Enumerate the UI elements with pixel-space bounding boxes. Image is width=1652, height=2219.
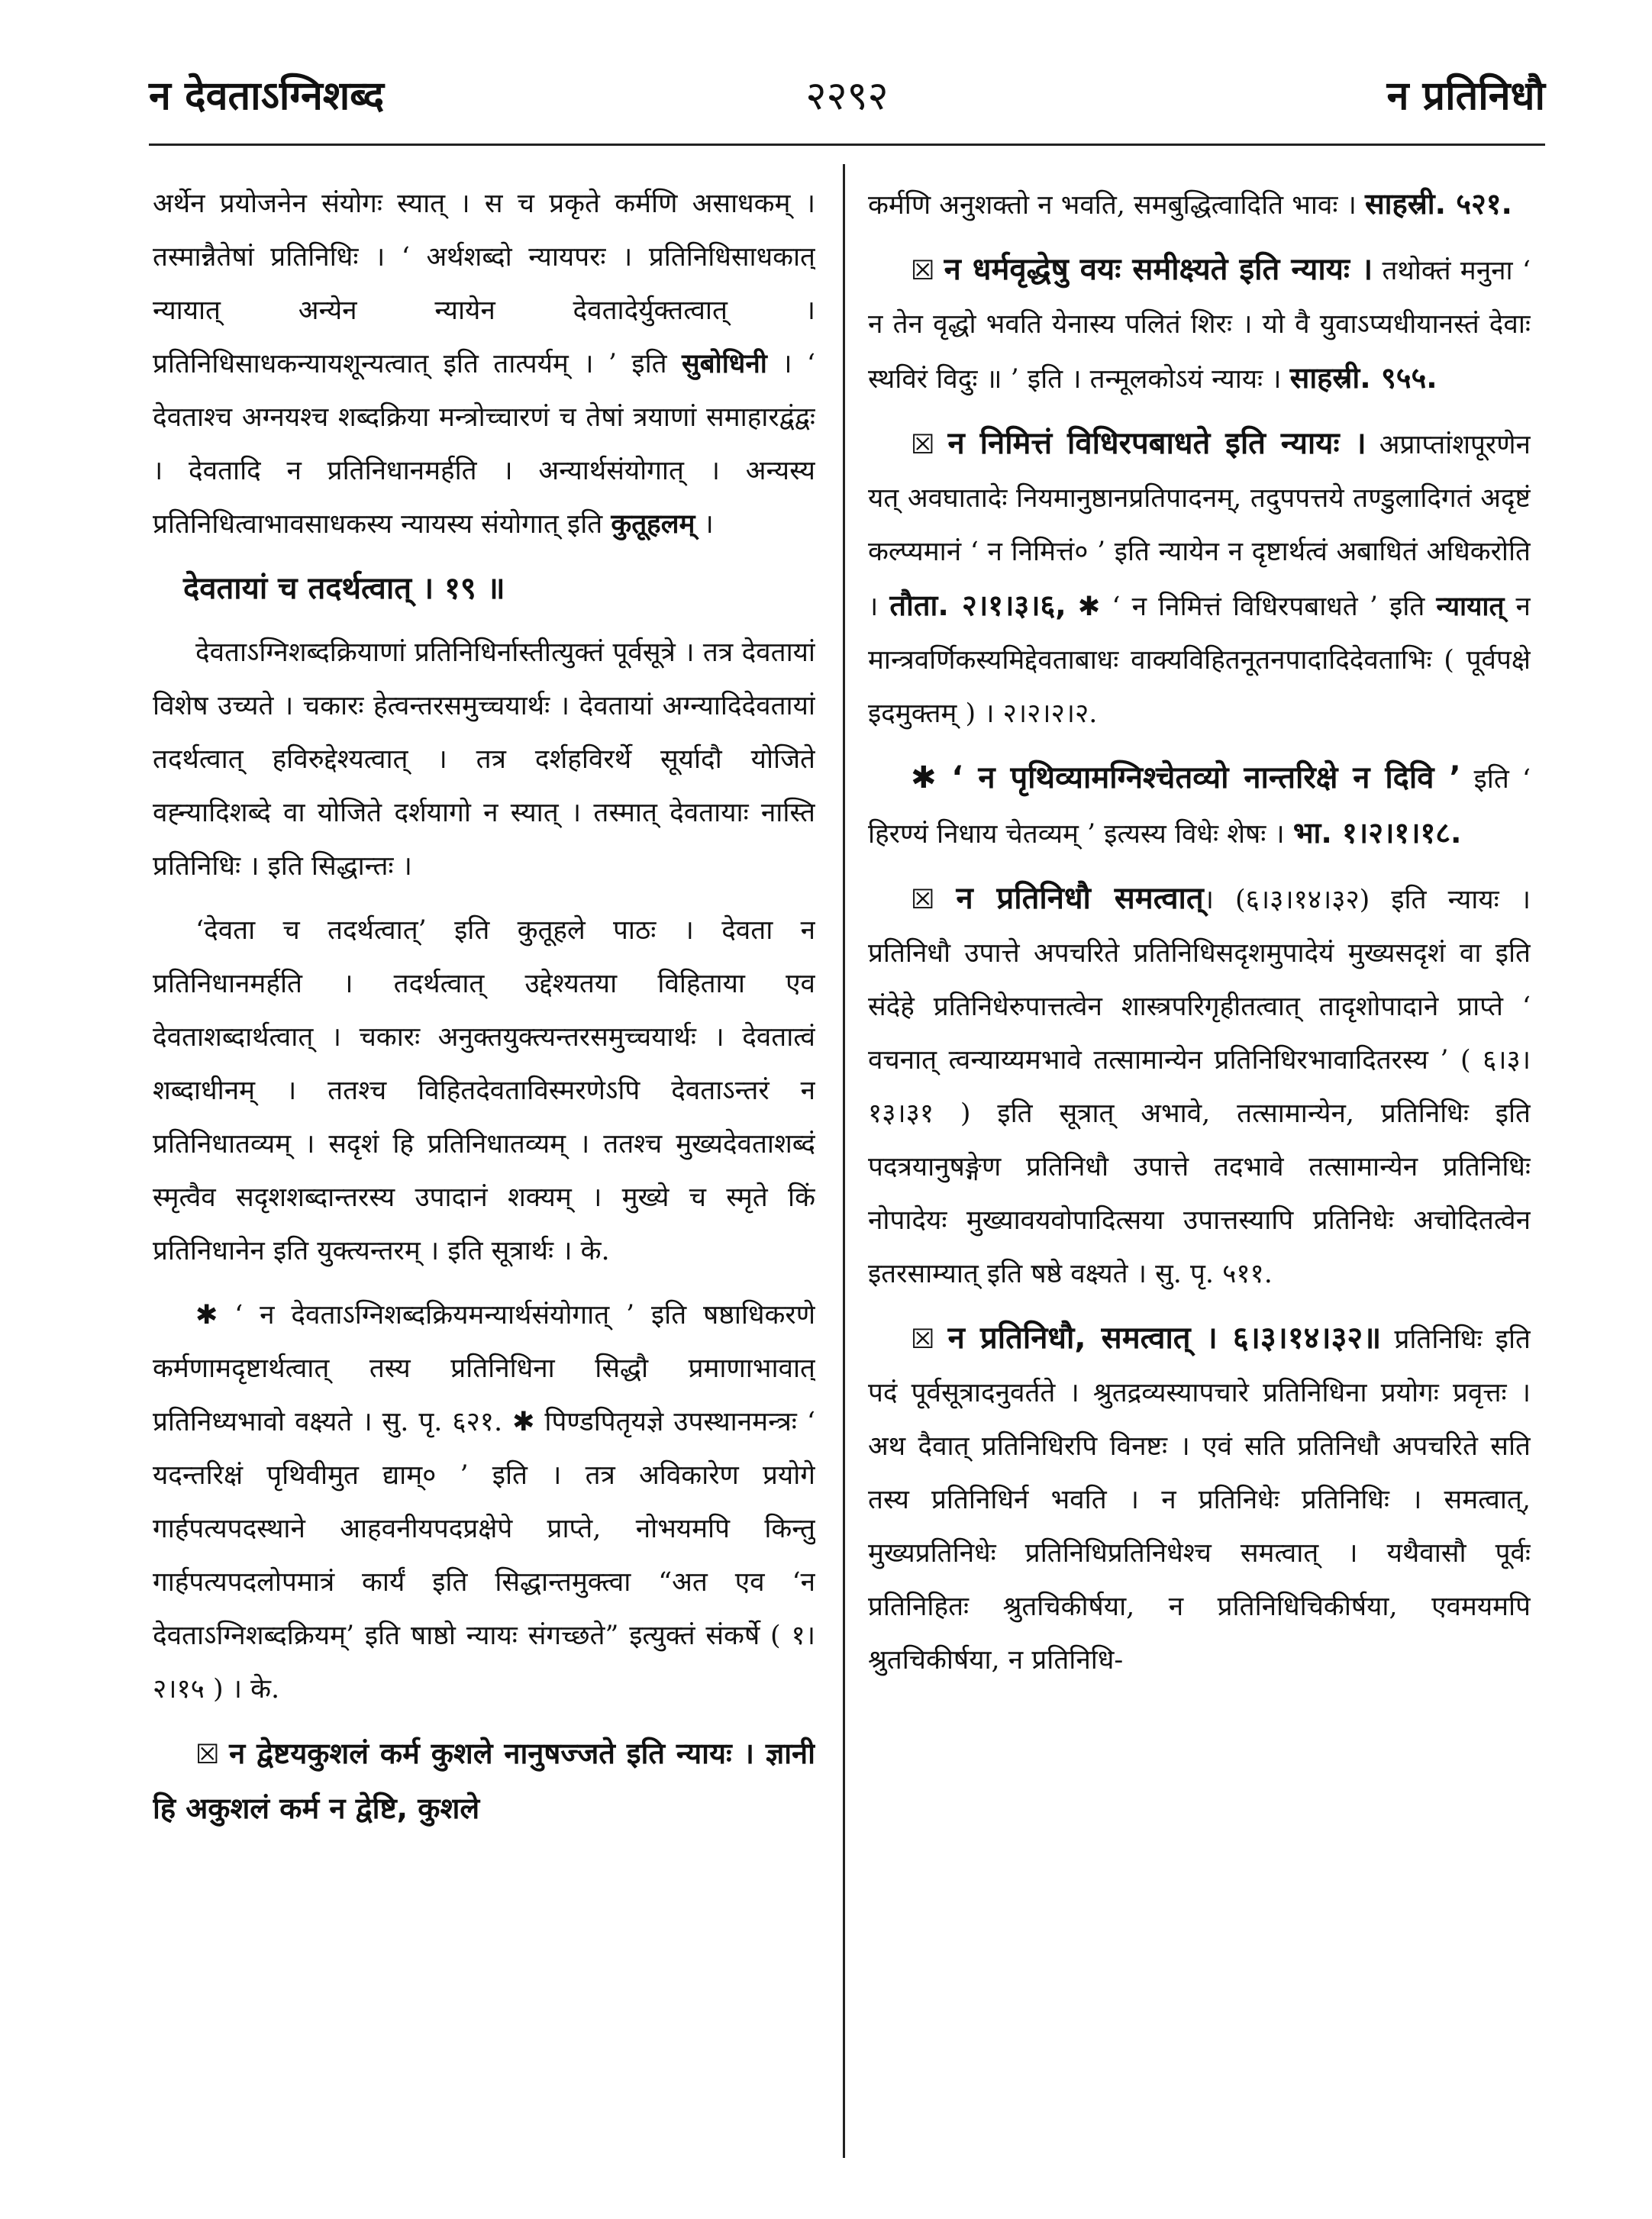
section-marker-icon: ☒ — [195, 1740, 220, 1770]
page-number: २२९२ — [805, 73, 889, 119]
paragraph: ‘देवता च तदर्थत्वात्’ इति कुतूहले पाठः । देवता न प्रतिनिधानमर्हति । तदर्थत्वात् उद्देश्यतया विहिताया एव देवताशब्दार्थत्वात् । चकारः अनुक्तयुक्त्यन्तरसमुच्चयार्थः । देवतात्वं शब्दाधीनम् । ततश्च विहितदेवताविस्मरणेऽपि देवताऽन्तरं न प्रतिनिधातव्यम् । सदृशं हि प्रतिनिधातव्यम् । ततश्च मुख्यदेवताशब्दं स्मृत्वैव सदृशशब्दान्तरस्य उपादानं शक्यम् । मुख्ये च स्मृते किं प्रतिनिधानेन इति युक्त्यन्तरम् । इति सूत्रार्थः । के. — [153, 915, 815, 1266]
paragraph: कर्मणि अनुशक्तो न भवति, समबुद्धित्वादिति भावः । साहस्री. ५२१. — [868, 187, 1512, 221]
source-citation: भा. १।२।१।१८. — [1292, 816, 1462, 850]
right-column — [868, 177, 1531, 2162]
header-left-catchword: न देवताऽग्निशब्द — [149, 73, 385, 119]
paragraph: ☒ न द्वेष्टयकुशलं कर्म कुशले नानुषज्जते इति न्यायः । ज्ञानी हि अकुशलं कर्म न द्वेष्टि, कुशले — [153, 1737, 815, 1825]
maxim-entry: ☒ न निमित्तं विधिरपबाधते इति न्यायः । अप्राप्तांशपूरणेन यत् अवघातादेः नियमानुष्ठानप्रतिपादनम्, तदुपपत्तये तण्डुलादिगतं अदृष्टं कल्प्यमानं ‘ न निमित्तं० ’ इति न्यायेन न दृष्टार्थत्वं अबाधितं अधिकरोति । तौता. २।१।३।६, ✱ ‘ न निमित्तं विधिरपबाधते ’ इति न्यायात् न मान्त्रवर्णिकस्यमिद्देवताबाधः वाक्यविहितनूतनपादादिदेवताभिः ( पूर्वपक्षे इदमुक्तम् ) । २।२।२।२. — [868, 426, 1531, 729]
maxim-entry: ☒ न प्रतिनिधौ समत्वात्। (६।३।१४।३२) इति न्यायः । प्रतिनिधौ उपात्ते अपचरिते प्रतिनिधिसदृशमुपादेयं मुख्यसदृशं वा इति संदेहे प्रतिनिधेरुपात्तत्वेन शास्त्रपरिगृहीतत्वात् तादृशोपादाने प्राप्ते ‘ वचनात् त्वन्याय्यमभावे तत्सामान्येन प्रतिनिधिरभावादितरस्य ’ ( ६।३।१३।३१ ) इति सूत्रात् अभावे, तत्सामान्येन, प्रतिनिधिः इति पदत्रयानुषङ्गेण प्रतिनिधौ उपात्ते तदभावे तत्सामान्येन प्रतिनिधिः नोपादेयः मुख्यावयवोपादित्सया उपात्तस्यापि प्रतिनिधेः अचोदितत्वेन इतरसाम्यात् इति षष्ठे वक्ष्यते । सु. पृ. ५११. — [868, 881, 1531, 1289]
maxim-entry: ☒ न प्रतिनिधौ, समत्वात् । ६।३।१४।३२॥ प्रतिनिधिः इति पदं पूर्वसूत्रादनुवर्तते । श्रुतद्रव्यस्यापचारे प्रतिनिधिना प्रयोगः प्रवृत्तः । अथ दैवात् प्रतिनिधिरपि विनष्टः । एवं सति प्रतिनिधौ अपचरिते सति तस्य प्रतिनिधिर्न भवति । न प्रतिनिधेः प्रतिनिधिः । समत्वात्, मुख्यप्रतिनिधेः प्रतिनिधिप्रतिनिधेश्च समत्वात् । यथैवासौ पूर्वः प्रतिनिहितः श्रुतचिकीर्षया, न प्रतिनिधिचिकीर्षया, एवमयमपि श्रुतचिकीर्षया, न प्रतिनिधि- — [868, 1321, 1531, 1676]
source-citation: साहस्री. ९५५. — [1289, 361, 1437, 395]
section-marker-icon: ☒ — [911, 256, 935, 286]
sutra-reference: । (६।३।१४।३२) इति — [1203, 885, 1427, 915]
sutra-heading: देवतायां च तदर्थत्वात् । १९ ॥ — [183, 571, 505, 606]
maxim-heading: ✱ ‘ न पृथिव्यामग्निश्चेतव्यो नान्तरिक्षे न दिवि ’ — [911, 760, 1461, 795]
section-marker-icon: ☒ — [911, 885, 935, 915]
maxim-entry: ☒ न धर्मवृद्धेषु वयः समीक्ष्यते इति न्यायः । तथोक्तं मनुना ‘ न तेन वृद्धो भवति येनास्य पलितं शिरः । यो वै युवाऽप्यधीयानस्तं देवाः स्थविरं विदुः ॥ ’ इति । तन्मूलकोऽयं न्यायः । साहस्री. ९५५. — [868, 252, 1531, 395]
source-citation: कुतूहलम् — [611, 509, 695, 540]
header-rule — [149, 144, 1545, 146]
maxim-heading: न निमित्तं विधिरपबाधते इति न्यायः । — [947, 426, 1366, 461]
paragraph: अर्थेन प्रयोजनेन संयोगः स्यात् । स च प्रकृते कर्मणि असाधकम् । तस्मान्नैतेषां प्रतिनिधिः । ‘ अर्थशब्दो न्यायपरः । प्रतिनिधिसाधकात् न्यायात् अन्येन न्यायेन देवतादेर्युक्तत्वात् । प्रतिनिधिसाधकन्यायशून्यत्वात् इति तात्पर्यम् । ’ इति सुबोधिनी । ‘ देवताश्च अग्नयश्च शब्दक्रिया मन्त्रोच्चारणं च तेषां त्रयाणां समाहारद्वंद्वः । देवतादि न प्रतिनिधानमर्हति । अन्यार्थसंयोगात् । अन्यस्य प्रतिनिधित्वाभावसाधकस्य न्यायस्य संयोगात् इति कुतूहलम् । — [153, 189, 815, 540]
source-citation: साहस्री. ५२१. — [1364, 187, 1512, 221]
column-divider — [843, 164, 845, 2158]
paragraph: देवताऽग्निशब्दक्रियाणां प्रतिनिधिर्नास्तीत्युक्तं पूर्वसूत्रे । तत्र देवतायां विशेष उच्यते । चकारः हेत्वन्तरसमुच्चयार्थः । देवतायां अग्न्यादिदेवतायां तदर्थत्वात् हविरुद्देश्यत्वात् । तत्र दर्शहविरर्थे सूर्यादौ योजिते वह्न्यादिशब्दे वा योजिते दर्शयागो न स्यात् । तस्मात् देवतायाः नास्ति प्रतिनिधिः । इति सिद्धान्तः । — [153, 637, 815, 882]
section-marker-icon: ☒ — [911, 430, 935, 460]
maxim-entry: ✱ ‘ न पृथिव्यामग्निश्चेतव्यो नान्तरिक्षे न दिवि ’ इति ‘ हिरण्यं निधाय चेतव्यम् ’ इत्यस्य विधेः शेषः । भा. १।२।१।१८. — [868, 760, 1531, 850]
maxim-heading: न प्रतिनिधौ, समत्वात् । ६।३।१४।३२॥ — [947, 1321, 1382, 1356]
maxim-heading: न धर्मवृद्धेषु वयः समीक्ष्यते इति न्यायः । — [944, 252, 1373, 287]
source-citation: तौता. २।१।३।६, — [889, 589, 1066, 622]
section-marker-icon: ☒ — [911, 1324, 935, 1355]
source-citation: सुबोधिनी — [682, 349, 767, 379]
paragraph: ✱ ‘ न देवताऽग्निशब्दक्रियमन्यार्थसंयोगात् ’ इति षष्ठाधिकरणे कर्मणामदृष्टार्थत्वात् तस्य प्रतिनिधिना सिद्धौ प्रमाणाभावात् प्रतिनिध्यभावो वक्ष्यते । सु. पृ. ६२१. ✱ पिण्डपितृयज्ञे उपस्थानमन्त्रः ‘ यदन्तरिक्षं पृथिवीमुत द्याम्० ’ इति । तत्र अविकारेण प्रयोगे गार्हपत्यपदस्थाने आहवनीयपदप्रक्षेपे प्राप्ते, नोभयमपि किन्तु गार्हपत्यपदलोपमात्रं कार्यं इति सिद्धान्तमुक्त्वा “अत एव ‘न देवताऽग्निशब्दक्रियम्’ इति षाष्ठो न्यायः संगच्छते” इत्युक्तं संकर्षे ( १।२।१५ ) । के. — [153, 1300, 815, 1705]
header-right-catchword: न प्रतिनिधौ — [1386, 73, 1545, 119]
page-header — [149, 67, 1545, 144]
left-column — [153, 177, 815, 2162]
maxim-heading: न प्रतिनिधौ समत्वात् — [956, 881, 1204, 916]
